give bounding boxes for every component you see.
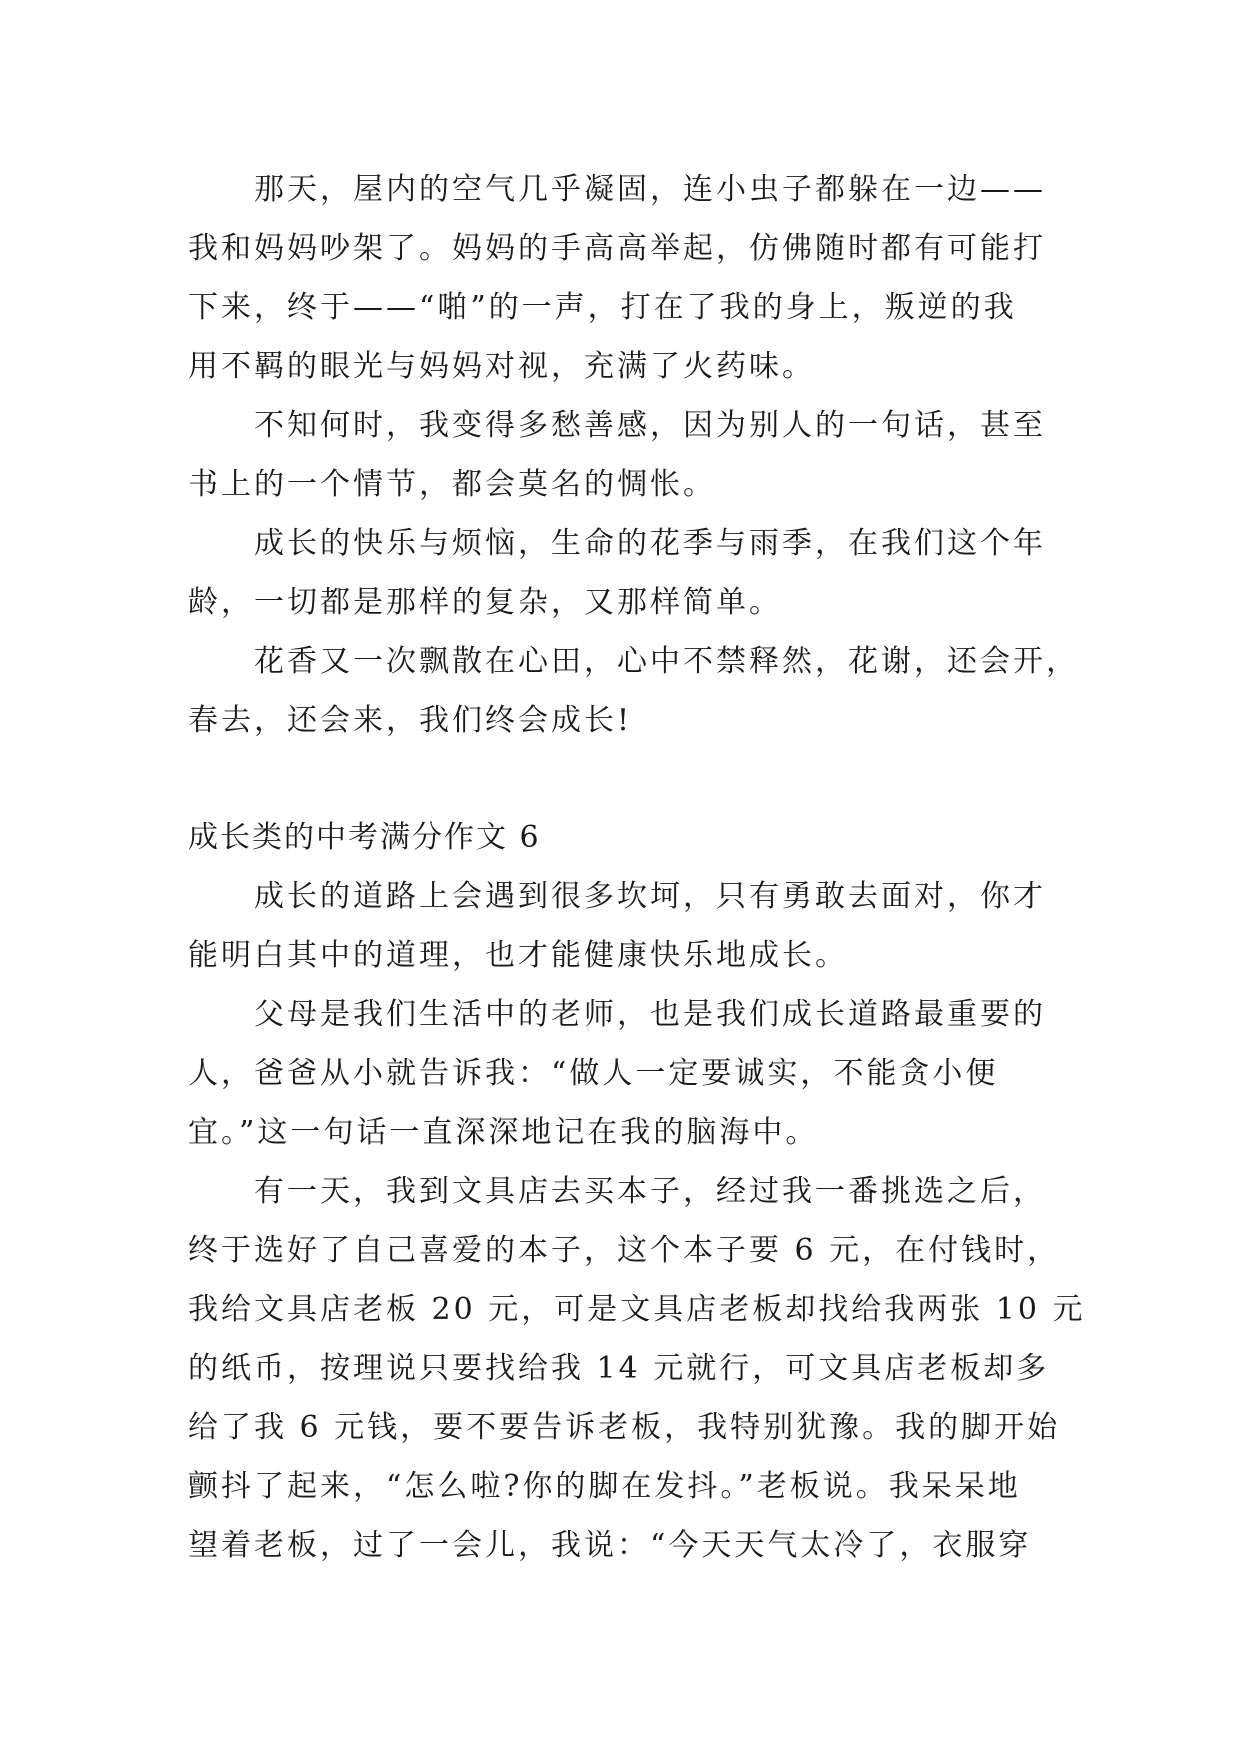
section-gap — [188, 750, 1058, 808]
text-line: 花香又一次飘散在心田，心中不禁释然，花谢，还会开， — [254, 644, 1079, 679]
text-line: 有一天，我到文具店去买本子，经过我一番挑选之后， — [254, 1174, 1046, 1209]
text-line: 父母是我们生活中的老师，也是我们成长道路最重要的 — [254, 997, 1046, 1032]
text-line: 春去，还会来，我们终会成长! — [188, 703, 633, 738]
text-line: 颤抖了起来，“怎么啦?你的脚在发抖。”老板说。我呆呆地 — [188, 1469, 1021, 1504]
paragraph — [188, 396, 1058, 514]
section-heading: 成长类的中考满分作文 6 — [188, 820, 541, 855]
paragraph — [188, 632, 1079, 750]
text-line: 龄，一切都是那样的复杂，又那样简单。 — [188, 585, 782, 620]
text-line: 成长的快乐与烦恼，生命的花季与雨季，在我们这个年 — [254, 526, 1046, 561]
document-page — [188, 160, 1086, 1575]
text-line: 我和妈妈吵架了。妈妈的手高高举起，仿佛随时都有可能打 — [188, 231, 1046, 266]
text-line: 终于选好了自己喜爱的本子，这个本子要 6 元，在付钱时， — [188, 1233, 1061, 1268]
text-line: 那天，屋内的空气几乎凝固，连小虫子都躲在一边—— — [254, 172, 1046, 207]
text-line: 不知何时，我变得多愁善感，因为别人的一句话，甚至 — [254, 408, 1046, 443]
text-line: 下来，终于——“啪”的一声，打在了我的身上，叛逆的我 — [188, 290, 1017, 325]
text-line: 望着老板，过了一会儿，我说：“今天天气太冷了，衣服穿 — [188, 1528, 1032, 1563]
text-line: 给了我 6 元钱，要不要告诉老板，我特别犹豫。我的脚开始 — [188, 1410, 1061, 1445]
text-line: 人，爸爸从小就告诉我：“做人一定要诚实，不能贪小便 — [188, 1056, 999, 1091]
text-line: 宜。”这一句话一直深深地记在我的脑海中。 — [188, 1115, 819, 1150]
text-line: 我给文具店老板 20 元，可是文具店老板却找给我两张 10 元 — [188, 1292, 1086, 1327]
paragraph — [188, 1162, 1086, 1575]
paragraph — [188, 514, 1058, 632]
text-line: 书上的一个情节，都会莫名的惆怅。 — [188, 467, 716, 502]
text-line: 成长的道路上会遇到很多坎坷，只有勇敢去面对，你才 — [254, 879, 1046, 914]
paragraph — [188, 160, 1058, 396]
text-line: 用不羁的眼光与妈妈对视，充满了火药味。 — [188, 349, 815, 384]
paragraph — [188, 985, 1058, 1162]
paragraph — [188, 867, 1058, 985]
text-line: 能明白其中的道理，也才能健康快乐地成长。 — [188, 938, 848, 973]
text-line: 的纸币，按理说只要找给我 14 元就行，可文具店老板却多 — [188, 1351, 1050, 1386]
